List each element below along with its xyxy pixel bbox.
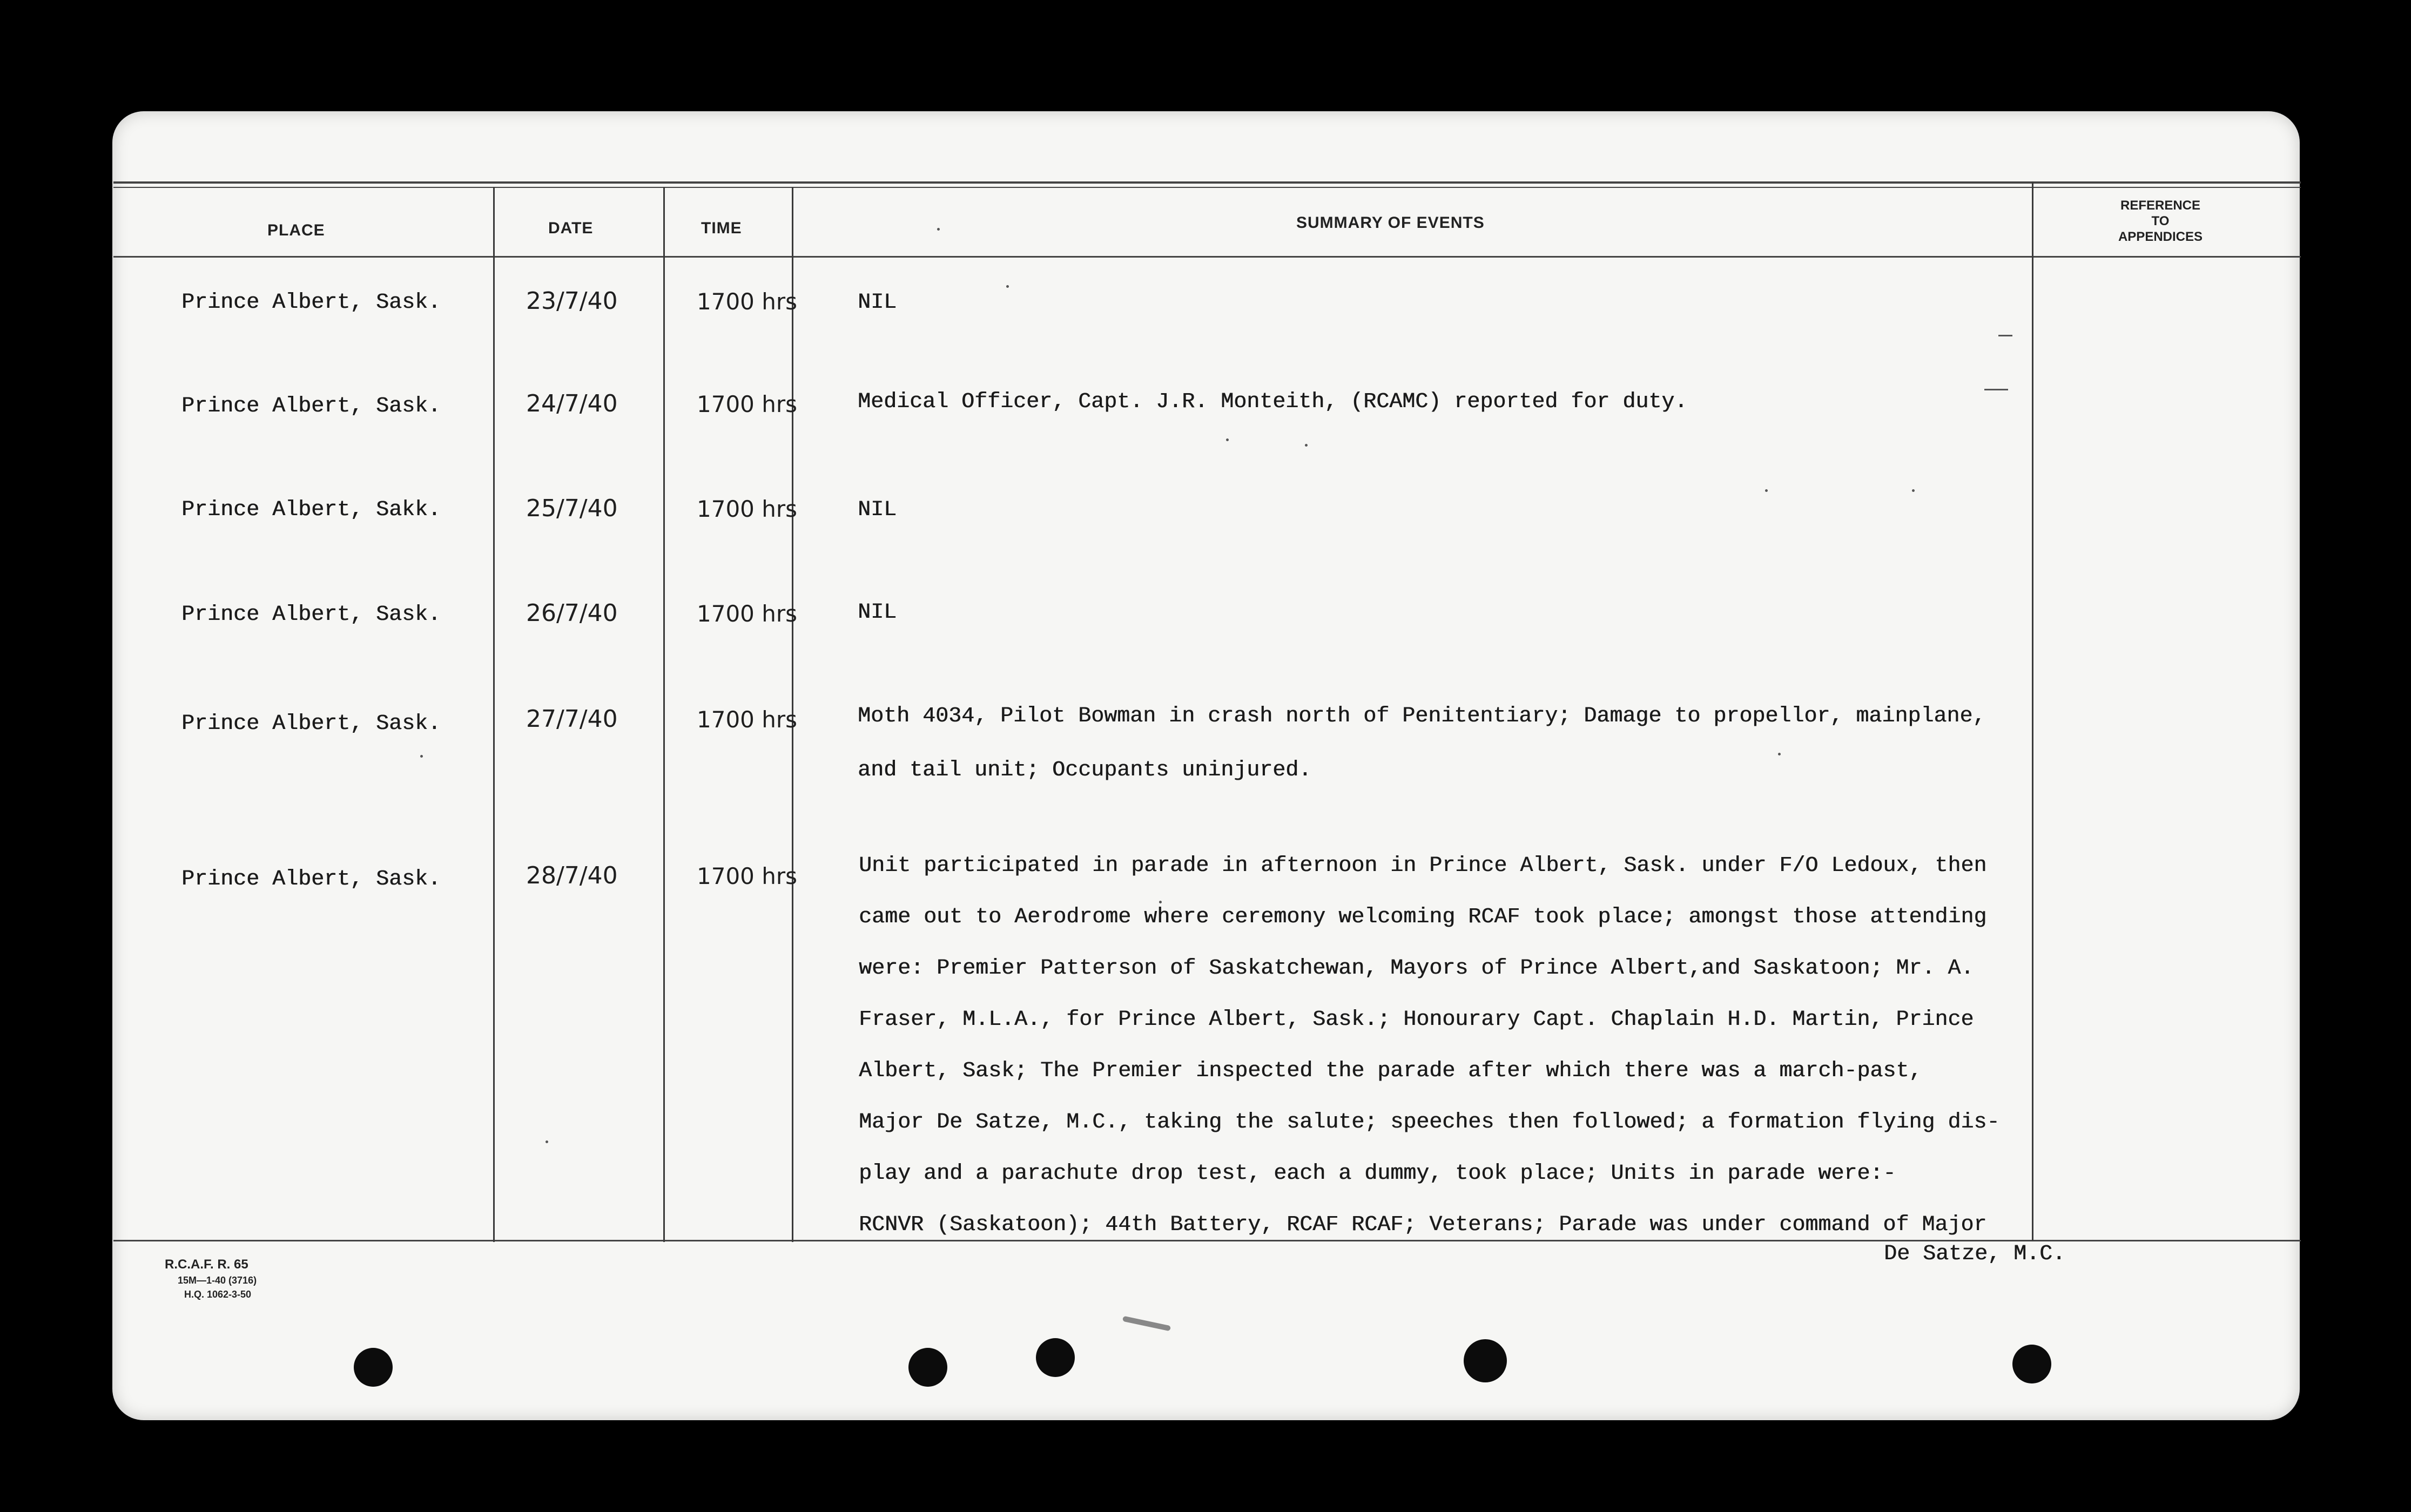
scan-speck: [420, 755, 423, 758]
header-date: DATE: [548, 219, 594, 237]
row-6-summary-line: Major De Satze, M.C., taking the salute; speeches then followed; a formation flying dis-: [859, 1110, 2000, 1135]
row-6-place: Prince Albert, Sask.: [181, 867, 441, 892]
row-4-date: 26/7/40: [526, 599, 618, 627]
row-6-summary-line: RCNVR (Saskatoon); 44th Battery, RCAF RCAF; Veterans; Parade was under command of Major: [859, 1213, 1987, 1237]
binder-hole: [1036, 1338, 1075, 1377]
form-number-line1: R.C.A.F. R. 65: [165, 1257, 248, 1272]
row-5-place: Prince Albert, Sask.: [181, 712, 441, 736]
row-6-summary: [859, 855, 2036, 1266]
header-reference-line1: REFERENCE: [2120, 198, 2201, 213]
row-3-summary: NIL: [858, 498, 897, 522]
row-2-summary: Medical Officer, Capt. J.R. Monteith, (RCAMC) reported for duty.: [858, 390, 1688, 414]
row-2-place: Prince Albert, Sask.: [181, 394, 441, 418]
row-5-summary-line1: Moth 4034, Pilot Bowman in crash north of Penitentiary; Damage to propellor, mainplane,: [858, 704, 1986, 728]
row-4-time: 1700 hrs: [697, 600, 798, 627]
header-divider-line: [113, 256, 2301, 258]
row-6-time: 1700 hrs: [697, 863, 798, 889]
scan-speck: [545, 1140, 548, 1143]
row-3-place: Prince Albert, Sakk.: [181, 498, 441, 522]
row-5-date: 27/7/40: [526, 705, 618, 733]
row-6-summary-continuation: De Satze, M.C.: [1884, 1242, 2066, 1266]
scan-speck: [1778, 753, 1781, 755]
scan-speck: [937, 228, 940, 231]
binder-hole: [354, 1348, 393, 1387]
row-1-place: Prince Albert, Sask.: [181, 291, 441, 315]
row-6-summary-line: Fraser, M.L.A., for Prince Albert, Sask.; Honourary Capt. Chaplain H.D. Martin, Prince: [859, 1008, 1974, 1032]
row-5-time: 1700 hrs: [697, 706, 798, 733]
scan-speck: [1159, 901, 1162, 903]
header-time: TIME: [701, 219, 742, 237]
form-number-line2: 15M—1-40 (3716): [178, 1275, 257, 1286]
row-3-time: 1700 hrs: [697, 496, 798, 522]
scan-speck: [1006, 285, 1009, 288]
scan-speck: [1305, 444, 1308, 447]
row-1-date: 23/7/40: [526, 287, 618, 315]
scan-speck: [1765, 489, 1768, 492]
scan-speck: [1912, 489, 1915, 492]
top-border-line: [113, 181, 2301, 184]
row-6-summary-line: play and a parachute drop test, each a dummy, took place; Units in parade were:-: [859, 1162, 1896, 1186]
row-6-summary-line: were: Premier Patterson of Saskatchewan, Mayors of Prince Albert,and Saskatoon; Mr. A.: [859, 956, 1974, 981]
row-6-summary-line: Unit participated in parade in afternoon in Prince Albert, Sask. under F/O Ledoux, then: [859, 854, 1987, 878]
scan-mark: [1998, 335, 2012, 336]
row-1-summary: NIL: [858, 291, 897, 315]
binder-hole: [2012, 1345, 2051, 1383]
scan-mark: [1984, 389, 2008, 390]
row-2-date: 24/7/40: [526, 390, 618, 417]
column-divider-date-time: [663, 187, 665, 1242]
row-5-summary-line2: and tail unit; Occupants uninjured.: [858, 758, 1312, 782]
row-2-time: 1700 hrs: [697, 391, 798, 417]
form-number: [165, 1256, 257, 1301]
form-number-line3: H.Q. 1062-3-50: [184, 1289, 252, 1300]
row-4-place: Prince Albert, Sask.: [181, 603, 441, 627]
top-border-line-inner: [113, 187, 2301, 188]
header-summary-of-events: SUMMARY OF EVENTS: [1296, 214, 1485, 232]
header-reference-to-appendices: [2085, 198, 2236, 245]
row-6-summary-line: came out to Aerodrome where ceremony welcoming RCAF took place; amongst those attending: [859, 905, 1987, 929]
binder-hole: [1464, 1339, 1507, 1382]
binder-hole: [908, 1348, 947, 1387]
row-6-summary-line: Albert, Sask; The Premier inspected the parade after which there was a march-past,: [859, 1059, 1922, 1083]
header-reference-line3: APPENDICES: [2118, 230, 2203, 244]
row-6-date: 28/7/40: [526, 862, 618, 889]
row-1-time: 1700 hrs: [697, 288, 798, 315]
header-place: PLACE: [267, 221, 325, 239]
column-divider-place-date: [493, 187, 495, 1242]
header-reference-line2: TO: [2151, 214, 2170, 228]
row-4-summary: NIL: [858, 600, 897, 625]
scan-speck: [1226, 438, 1229, 441]
row-3-date: 25/7/40: [526, 495, 618, 522]
